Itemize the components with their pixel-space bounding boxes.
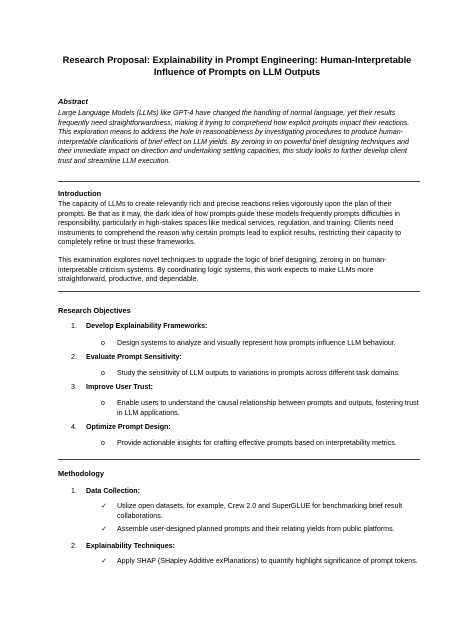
abstract-text: Large Language Models (LLMs) like GPT-4 have changed the handling of normal language, yet their results frequently need straightforwardness, making it trying to comprehend how explicit prompts impact their reactions. This exploration means to address the hole in reasonableness by investigating procedures to produce human-interpretable clarifications of brief effect on LLM yields. By zeroing in on powerful brief designing techniques and their immediate impact on direction and undertaking settling capacities, this study looks to further develop client trust and streamline LLM execution. [58,109,410,165]
objective-label: Evaluate Prompt Sensitivity: [86,353,182,361]
methodology-label: Data Collection: [86,487,140,495]
introduction-paragraph: This examination explores novel techniques to upgrade the logic of brief designing, zeroing in on human-interpretable criticism systems. By coordinating logic systems, this work expects to make LLMs more straightforward, productive, and dependable. [58,256,387,284]
list-number: 2. [71,353,77,361]
section-divider [58,459,420,460]
bullet-icon: o [101,440,105,447]
bullet-icon: o [101,340,105,347]
introduction-heading: Introduction [58,189,102,198]
introduction-paragraph: The capacity of LLMs to create relevantly rich and precise reactions relies vigorously upon the plan of their prompts. Be that as it may, the dark idea of how prompts guide these models frequently prompts difficulties in responsibility, particularly in high-stakes spaces like medical services, regulation, and training. Clients need instruments to comprehend the reason why certain prompts lead to explicit results, restricting their capacity to completely refine or trust these frameworks. [58,200,402,247]
bullet-icon: o [101,370,105,377]
methodology-detail: Apply SHAP (SHapley Additive exPlanations) to quantify highlight significance of prompt tokens. [117,557,418,565]
section-divider [58,291,420,292]
document-title: Research Proposal: Explainability in Prompt Engineering: Human-Interpretable Influence of Prompts on LLM Outputs [62,55,412,77]
check-icon: ✓ [101,558,107,565]
objective-detail: Provide actionable insights for crafting effective prompts based on interpretability metrics. [117,439,397,447]
objective-detail: Design systems to analyze and visually represent how prompts influence LLM behaviour. [117,339,396,347]
list-number: 3. [71,383,77,391]
check-icon: ✓ [101,526,107,533]
bullet-icon: o [101,400,105,407]
objective-detail: Study the sensitivity of LLM outputs to variations in prompts across different task domains. [117,369,400,377]
methodology-detail: Utilize open datasets, for example, Crew 2.0 and SuperGLUE for benchmarking brief result collaborations. [117,502,403,520]
list-number: 1. [71,322,77,330]
objective-detail: Enable users to understand the causal relationship between prompts and outputs, fostering trust in LLM applications. [117,399,419,417]
section-divider [58,181,420,182]
objective-label: Optimize Prompt Design: [86,423,171,431]
list-number: 4. [71,423,77,431]
list-number: 2. [71,542,77,550]
abstract-heading: Abstract [58,97,88,106]
objective-label: Develop Explainability Frameworks: [86,322,208,330]
objective-label: Improve User Trust: [86,383,154,391]
check-icon: ✓ [101,503,107,510]
methodology-label: Explainability Techniques: [86,542,175,550]
methodology-detail: Assemble user-designed planned prompts and their relating yields from public platforms. [117,525,395,533]
methodology-heading: Methodology [58,469,104,478]
objectives-heading: Research Objectives [58,306,131,315]
list-number: 1. [71,487,77,495]
